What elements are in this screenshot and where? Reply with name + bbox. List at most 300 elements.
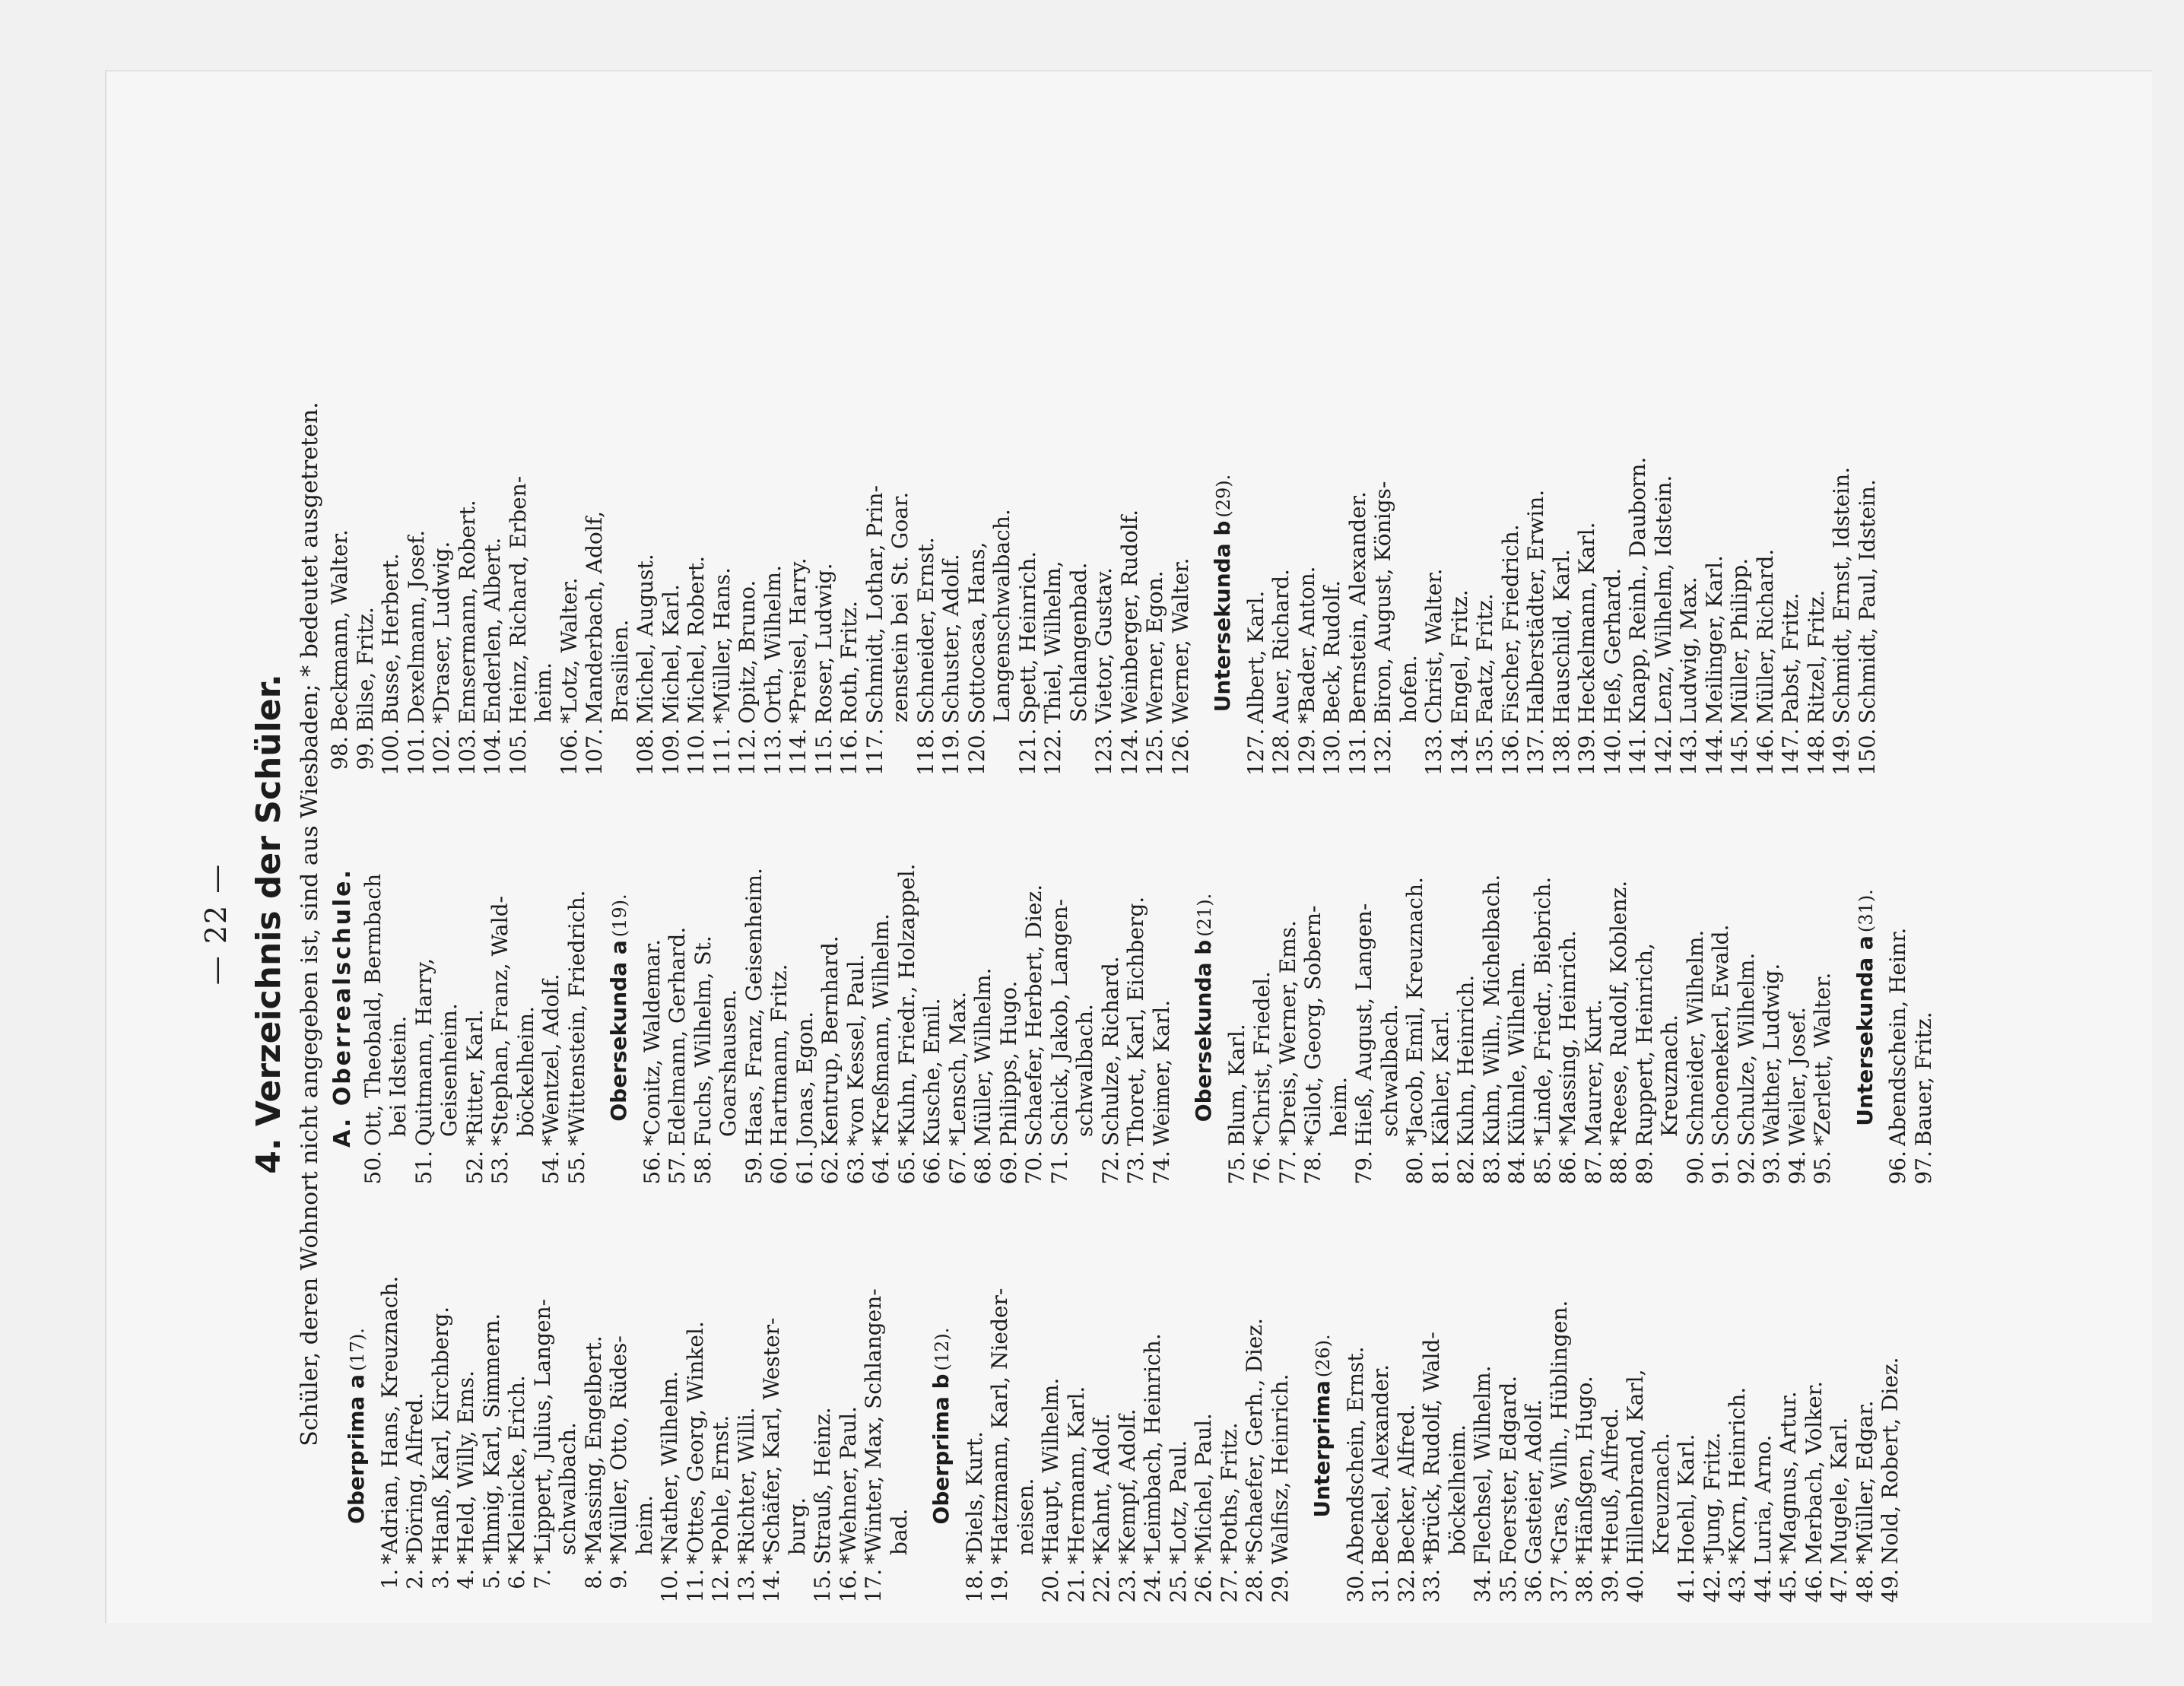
- entry-number: 122.: [1040, 728, 1065, 776]
- student-name: *Kempf, Adolf.: [1114, 1408, 1140, 1564]
- student-name: *Massing, Heinrich.: [1555, 930, 1580, 1146]
- entry-number: 78.: [1300, 1151, 1325, 1185]
- student-entry: [1734, 825, 1760, 1190]
- entry-number: 113.: [760, 728, 786, 776]
- student-entry: [480, 411, 506, 776]
- entry-number: 64.: [868, 1151, 894, 1185]
- student-entry: [1778, 411, 1804, 776]
- student-name: Maurer, Kurt.: [1580, 999, 1606, 1146]
- entry-number: 8.: [580, 1569, 606, 1589]
- entry-number: 81.: [1427, 1151, 1453, 1185]
- entry-number: 133.: [1421, 728, 1446, 776]
- student-name: Ritzel, Fritz.: [1803, 589, 1829, 724]
- student-name: Lenz, Wilhelm, Idstein.: [1650, 475, 1676, 724]
- entry-continuation: bad.: [886, 1508, 912, 1555]
- entry-number: 46.: [1801, 1569, 1827, 1603]
- entry-number: 35.: [1495, 1569, 1521, 1603]
- entry-number: 23.: [1114, 1569, 1140, 1603]
- student-entry: [462, 825, 488, 1190]
- student-name: *Jacob, Emil, Kreuznach.: [1402, 877, 1427, 1146]
- column-3: [327, 411, 1880, 776]
- entry-number: 124.: [1116, 728, 1142, 776]
- student-entry: [894, 825, 920, 1190]
- student-name: *Nather, Wilhelm.: [657, 1370, 682, 1564]
- entry-number: 89.: [1631, 1151, 1657, 1185]
- student-name: Christ, Walter.: [1421, 568, 1446, 724]
- student-entry: [1776, 1243, 1801, 1608]
- student-entry: [792, 825, 818, 1190]
- class-name: Obersekunda b: [1191, 939, 1216, 1122]
- student-name: *Stephan, Franz, Wald-: [487, 896, 513, 1146]
- entry-continuation: hofen.: [1395, 655, 1421, 722]
- student-entry: [1496, 1243, 1522, 1608]
- student-entry: [1021, 825, 1047, 1190]
- student-name: *von Kessel, Paul.: [843, 954, 868, 1146]
- entry-number: 30.: [1342, 1569, 1368, 1603]
- student-entry: [659, 411, 684, 776]
- student-name: *Lensch, Max.: [944, 991, 970, 1146]
- entry-number: 54.: [538, 1151, 563, 1185]
- entry-number: 2.: [402, 1569, 427, 1589]
- entry-number: 55.: [563, 1151, 589, 1185]
- entry-number: 82.: [1453, 1151, 1478, 1185]
- student-name: Schmidt, Ernst, Idstein.: [1829, 466, 1854, 724]
- entry-number: 29.: [1267, 1569, 1293, 1603]
- page-number: — 22 —: [199, 862, 233, 986]
- student-name: Roth, Fritz.: [836, 600, 862, 724]
- student-name: Hillenbrand, Karl,: [1623, 1369, 1648, 1564]
- entry-number: 15.: [810, 1569, 835, 1603]
- student-name: *Hatzmann, Karl, Nieder-: [987, 1288, 1012, 1564]
- class-name: Oberprima b: [929, 1373, 954, 1525]
- student-entry: [970, 825, 996, 1190]
- entry-number: 85.: [1529, 1151, 1555, 1185]
- student-name: Opitz, Bruno.: [735, 579, 760, 724]
- student-entry: [1089, 1243, 1115, 1608]
- student-entry: [1140, 1243, 1166, 1608]
- student-name: Kähler, Karl.: [1427, 1010, 1453, 1146]
- student-entry: [1801, 1243, 1827, 1608]
- student-entry: [428, 1243, 454, 1608]
- student-entry: [1064, 1243, 1090, 1608]
- student-name: Schneider, Ernst.: [913, 537, 938, 724]
- entry-number: 68.: [970, 1151, 995, 1185]
- entry-number: 137.: [1523, 728, 1548, 776]
- entry-number: 146.: [1752, 728, 1778, 776]
- student-entry: [1674, 1243, 1700, 1608]
- student-name: Auer, Richard.: [1268, 569, 1294, 724]
- student-entry: [1040, 411, 1066, 776]
- entry-number: 90.: [1682, 1151, 1708, 1185]
- student-name: Thiel, Wilhelm,: [1040, 560, 1065, 724]
- entry-continuation: schwalbach.: [555, 1422, 580, 1555]
- entry-number: 50.: [360, 1151, 386, 1185]
- student-entry: [817, 825, 843, 1190]
- student-entry: [1419, 1243, 1445, 1608]
- student-name: Nold, Robert, Diez.: [1878, 1357, 1903, 1564]
- student-entry: [987, 1243, 1013, 1608]
- student-name: *Conitz, Waldemar.: [639, 938, 665, 1146]
- student-name: Quitmann, Harry,: [411, 957, 436, 1146]
- student-name: Schaefer, Herbert, Diez.: [1021, 884, 1046, 1146]
- student-entry: [1319, 411, 1345, 776]
- student-name: *Kahnt, Adolf.: [1089, 1413, 1114, 1564]
- entry-number: 49.: [1878, 1569, 1903, 1603]
- student-name: Weimer, Karl.: [1148, 999, 1174, 1146]
- student-name: *Müller, Hans.: [709, 567, 735, 724]
- entry-number: 142.: [1650, 728, 1676, 776]
- student-entry: [1098, 825, 1124, 1190]
- student-entry: [479, 1243, 505, 1608]
- entry-number: 91.: [1708, 1151, 1733, 1185]
- entry-number: 138.: [1548, 728, 1574, 776]
- entry-number: 80.: [1402, 1151, 1427, 1185]
- student-name: *Pohle, Ernst.: [708, 1415, 733, 1564]
- student-entry: [913, 411, 939, 776]
- entry-number: 39.: [1597, 1569, 1623, 1603]
- entry-number: 11.: [682, 1569, 708, 1603]
- entry-number: 71.: [1046, 1151, 1072, 1185]
- student-entry: [836, 1243, 862, 1608]
- student-name: Hauschild, Karl.: [1548, 548, 1574, 724]
- entry-continuation: neisen.: [1012, 1478, 1038, 1555]
- student-entry: [1370, 411, 1396, 776]
- student-name: Roser, Ludwig.: [811, 563, 836, 724]
- student-entry: [1243, 411, 1269, 776]
- student-name: Bilse, Fritz.: [352, 607, 378, 732]
- entry-continuation: Brasilien.: [607, 619, 633, 722]
- entry-number: 140.: [1599, 728, 1625, 776]
- student-name: Biron, August, Königs-: [1370, 481, 1395, 724]
- entry-number: 65.: [894, 1151, 919, 1185]
- entry-number: 44.: [1750, 1569, 1776, 1603]
- student-name: *Reese, Rudolf, Koblenz.: [1606, 880, 1631, 1146]
- entry-number: 41.: [1674, 1569, 1699, 1603]
- entry-number: 52.: [462, 1151, 487, 1185]
- rotated-document-page: [190, 167, 2106, 1681]
- student-name: *Held, Willy, Ems.: [453, 1370, 478, 1564]
- entry-number: 125.: [1142, 728, 1167, 776]
- student-entry: [377, 1243, 403, 1608]
- entry-number: 141.: [1625, 728, 1650, 776]
- student-name: *Brück, Rudolf, Wald-: [1419, 1332, 1444, 1564]
- entry-number: 16.: [835, 1569, 861, 1603]
- student-entry: [1117, 411, 1143, 776]
- class-name: Obersekunda a: [606, 940, 631, 1122]
- entry-number: 14.: [759, 1569, 784, 1603]
- entry-number: 120.: [963, 728, 989, 776]
- entry-continuation: heim.: [1325, 1076, 1351, 1137]
- entry-number: 73.: [1123, 1151, 1148, 1185]
- entry-number: 84.: [1504, 1151, 1529, 1185]
- entry-number: 127.: [1243, 728, 1268, 776]
- student-name: *Winter, Max, Schlangen-: [861, 1288, 886, 1564]
- student-entry: [1402, 825, 1428, 1190]
- student-entry: [1700, 1243, 1725, 1608]
- student-entry: [1581, 825, 1607, 1190]
- student-entry: [683, 1243, 709, 1608]
- student-name: Hieß, August, Langen-: [1351, 903, 1376, 1146]
- entry-number: 34.: [1470, 1569, 1495, 1603]
- student-name: Beck, Rudolf.: [1319, 579, 1344, 724]
- student-name: Heckelmann, Karl.: [1574, 522, 1599, 724]
- student-name: Schuster, Adolf.: [938, 554, 963, 724]
- entry-number: 117.: [862, 728, 887, 776]
- student-name: Michel, August.: [633, 554, 658, 724]
- student-name: Halberstädter, Erwin.: [1523, 489, 1548, 724]
- student-entry: [404, 411, 430, 776]
- entry-number: 33.: [1419, 1569, 1444, 1603]
- student-name: *Haupt, Wilhelm.: [1038, 1377, 1063, 1564]
- student-name: *Massing, Engelbert.: [580, 1335, 606, 1564]
- entry-number: 37.: [1546, 1569, 1572, 1603]
- entry-number: 102.: [429, 728, 454, 776]
- student-name: Schulze, Wilhelm.: [1733, 952, 1759, 1146]
- entry-number: 134.: [1446, 728, 1472, 776]
- entry-number: 147.: [1778, 728, 1803, 776]
- student-name: *Müller, Otto, Rüdes-: [606, 1335, 631, 1564]
- student-name: Blum, Karl.: [1224, 1024, 1249, 1146]
- student-name: Schmidt, Paul, Idstein.: [1854, 479, 1880, 724]
- student-entry: [353, 411, 379, 776]
- student-name: Busse, Herbert.: [378, 553, 403, 724]
- entry-number: 109.: [658, 728, 684, 776]
- entry-number: 87.: [1580, 1151, 1606, 1185]
- entry-number: 100.: [378, 728, 403, 776]
- entry-number: 36.: [1521, 1569, 1546, 1603]
- student-entry: [1702, 411, 1728, 776]
- student-name: Hoehl, Karl.: [1674, 1434, 1699, 1564]
- entry-number: 17.: [861, 1569, 886, 1603]
- class-heading: [1191, 825, 1218, 1190]
- entry-number: 26.: [1191, 1569, 1216, 1603]
- student-name: Vietor, Gustav.: [1091, 567, 1116, 724]
- student-name: *Adrian, Hans, Kreuznach.: [376, 1275, 402, 1564]
- student-entry: [582, 411, 608, 776]
- student-name: *Zerlett, Walter.: [1810, 972, 1835, 1146]
- student-name: *Wittenstein, Friedrich.: [563, 890, 589, 1146]
- student-entry: [1351, 825, 1377, 1190]
- student-entry: [1855, 411, 1881, 776]
- student-entry: [411, 825, 437, 1190]
- student-name: *Magnus, Artur.: [1776, 1391, 1801, 1564]
- student-entry: [996, 825, 1022, 1190]
- student-name: Manderbach, Adolf,: [582, 511, 607, 724]
- student-name: *Kleinicke, Erich.: [504, 1375, 529, 1564]
- student-entry: [1421, 411, 1447, 776]
- entry-number: 21.: [1063, 1569, 1089, 1603]
- student-name: Orth, Wilhelm.: [760, 565, 786, 724]
- student-name: Strauß, Heinz.: [810, 1407, 835, 1564]
- student-entry: [836, 411, 862, 776]
- entry-number: 38.: [1572, 1569, 1597, 1603]
- student-entry: [1091, 411, 1117, 776]
- student-name: *Hermann, Karl.: [1063, 1386, 1089, 1564]
- entry-continuation: burg.: [784, 1497, 810, 1555]
- student-entry: [709, 411, 735, 776]
- entry-number: 99.: [352, 736, 378, 770]
- entry-number: 105.: [505, 728, 531, 776]
- entry-continuation: Kreuznach.: [1648, 1433, 1674, 1555]
- student-entry: [1725, 1243, 1751, 1608]
- student-name: Werner, Walter.: [1167, 557, 1193, 724]
- entry-number: 3.: [427, 1569, 453, 1589]
- class-heading: [1210, 411, 1237, 776]
- student-name: *Wehner, Paul.: [835, 1406, 861, 1564]
- student-name: *Ritter, Karl.: [462, 1008, 487, 1146]
- entry-number: 13.: [733, 1569, 759, 1603]
- entry-number: 126.: [1167, 728, 1193, 776]
- entry-number: 72.: [1097, 1151, 1123, 1185]
- column-1: [327, 1243, 1903, 1608]
- student-name: Werner, Egon.: [1142, 570, 1167, 724]
- entry-number: 129.: [1294, 728, 1319, 776]
- student-entry: [1555, 825, 1581, 1190]
- entry-number: 143.: [1676, 728, 1701, 776]
- student-name: *Döring, Alfred.: [402, 1392, 427, 1564]
- entry-number: 74.: [1148, 1151, 1174, 1185]
- entry-continuation: Goarshausen.: [716, 989, 741, 1137]
- student-name: *Gras, Wilh., Hüblingen.: [1546, 1300, 1572, 1564]
- entry-number: 98.: [327, 736, 352, 770]
- student-entry: [1753, 411, 1779, 776]
- student-name: Müller, Philipp.: [1727, 557, 1752, 724]
- entry-number: 32.: [1393, 1569, 1419, 1603]
- student-name: Müller, Wilhelm.: [970, 967, 995, 1146]
- student-name: Merbach, Volker.: [1801, 1381, 1827, 1564]
- student-name: Heinz, Richard, Erben-: [505, 475, 531, 724]
- student-entry: [861, 1243, 887, 1608]
- student-entry: [786, 411, 811, 776]
- student-entry: [760, 411, 786, 776]
- student-name: *Lotz, Walter.: [556, 577, 582, 724]
- entry-number: 20.: [1038, 1569, 1063, 1603]
- student-entry: [1479, 825, 1505, 1190]
- student-name: Schulze, Richard.: [1097, 956, 1123, 1146]
- student-entry: [1447, 411, 1473, 776]
- student-entry: [962, 1243, 988, 1608]
- student-entry: [1242, 1243, 1268, 1608]
- entry-number: 139.: [1574, 728, 1599, 776]
- entry-number: 69.: [995, 1151, 1021, 1185]
- entry-number: 132.: [1370, 728, 1395, 776]
- student-entry: [1453, 825, 1479, 1190]
- entry-number: 83.: [1478, 1151, 1504, 1185]
- student-entry: [1217, 1243, 1243, 1608]
- student-entry: [1785, 825, 1811, 1190]
- student-entry: [633, 411, 659, 776]
- student-entry: [1683, 825, 1709, 1190]
- student-name: Beckel, Alexander.: [1368, 1364, 1393, 1564]
- entry-number: 61.: [792, 1151, 817, 1185]
- entry-number: 27.: [1216, 1569, 1242, 1603]
- entry-number: 136.: [1497, 728, 1523, 776]
- student-entry: [1470, 1243, 1496, 1608]
- entry-number: 28.: [1242, 1569, 1267, 1603]
- student-entry: [1547, 1243, 1573, 1608]
- entry-number: 51.: [411, 1151, 436, 1185]
- student-name: *Richter, Willi.: [733, 1407, 759, 1564]
- student-entry: [1625, 411, 1651, 776]
- student-name: Foerster, Edgard.: [1495, 1375, 1521, 1564]
- student-name: *Ihmig, Karl, Simmern.: [478, 1313, 504, 1564]
- student-name: *Hanß, Karl, Kirchberg.: [427, 1306, 453, 1564]
- student-name: Kuhn, Wilh., Michelbach.: [1478, 874, 1504, 1146]
- student-name: *Hänßgen, Hugo.: [1572, 1376, 1597, 1564]
- class-count: (17).: [347, 1328, 368, 1372]
- student-name: Abendschein, Ernst.: [1342, 1346, 1368, 1564]
- entry-number: 108.: [633, 728, 658, 776]
- student-entry: [1829, 411, 1855, 776]
- student-entry: [581, 1243, 607, 1608]
- student-name: Ruppert, Heinrich,: [1631, 943, 1657, 1146]
- student-entry: [919, 825, 945, 1190]
- entry-number: 48.: [1852, 1569, 1878, 1603]
- student-name: Schmidt, Lothar, Prin-: [862, 485, 887, 724]
- student-name: Bernstein, Alexander.: [1344, 491, 1370, 724]
- student-name: Weinberger, Rudolf.: [1116, 510, 1142, 724]
- student-entry: [1149, 825, 1175, 1190]
- student-entry: [1651, 411, 1677, 776]
- student-name: Schoenekerl, Ewald.: [1708, 924, 1733, 1146]
- entry-number: 145.: [1727, 728, 1752, 776]
- student-entry: [327, 411, 353, 776]
- entry-number: 22.: [1089, 1569, 1114, 1603]
- student-entry: [759, 1243, 785, 1608]
- student-name: Walfisz, Heinrich.: [1267, 1373, 1293, 1564]
- student-entry: [665, 825, 690, 1190]
- entry-number: 63.: [843, 1151, 868, 1185]
- entry-number: 57.: [665, 1151, 690, 1185]
- student-entry: [1249, 825, 1275, 1190]
- student-entry: [1504, 825, 1530, 1190]
- student-entry: [1472, 411, 1498, 776]
- entry-number: 97.: [1910, 1151, 1936, 1185]
- student-entry: [735, 411, 760, 776]
- student-entry: [606, 1243, 632, 1608]
- student-name: *Lippert, Julius, Langen-: [529, 1298, 555, 1564]
- entry-number: 92.: [1733, 1151, 1759, 1185]
- part-heading: A. Oberrealschule.: [329, 868, 356, 1148]
- entry-number: 116.: [836, 728, 862, 776]
- student-entry: [530, 1243, 556, 1608]
- student-name: Luria, Arno.: [1750, 1434, 1776, 1564]
- entry-continuation: böckelheim.: [513, 1006, 538, 1137]
- entry-number: 4.: [453, 1569, 478, 1589]
- entry-continuation: heim.: [531, 662, 556, 722]
- entry-number: 12.: [708, 1569, 733, 1603]
- entry-number: 131.: [1344, 728, 1370, 776]
- entry-number: 144.: [1701, 728, 1727, 776]
- student-name: *Linde, Friedr., Biebrich.: [1529, 876, 1555, 1146]
- student-name: *Preisel, Harry.: [786, 557, 811, 724]
- student-name: Dexelmann, Josef.: [403, 529, 429, 724]
- entry-number: 67.: [944, 1151, 970, 1185]
- entry-number: 119.: [938, 728, 963, 776]
- class-name: Unterprima: [1309, 1380, 1335, 1518]
- entry-number: 59.: [741, 1151, 767, 1185]
- student-name: Engel, Fritz.: [1446, 589, 1472, 724]
- student-entry: [1345, 411, 1371, 776]
- student-name: *Bader, Anton.: [1294, 566, 1319, 724]
- entry-number: 24.: [1140, 1569, 1165, 1603]
- student-entry: [684, 411, 709, 776]
- entry-number: 58.: [690, 1151, 716, 1185]
- student-entry: [1191, 1243, 1217, 1608]
- student-entry: [1343, 1243, 1369, 1608]
- class-heading: [1309, 1243, 1337, 1608]
- class-count: (12).: [932, 1327, 953, 1371]
